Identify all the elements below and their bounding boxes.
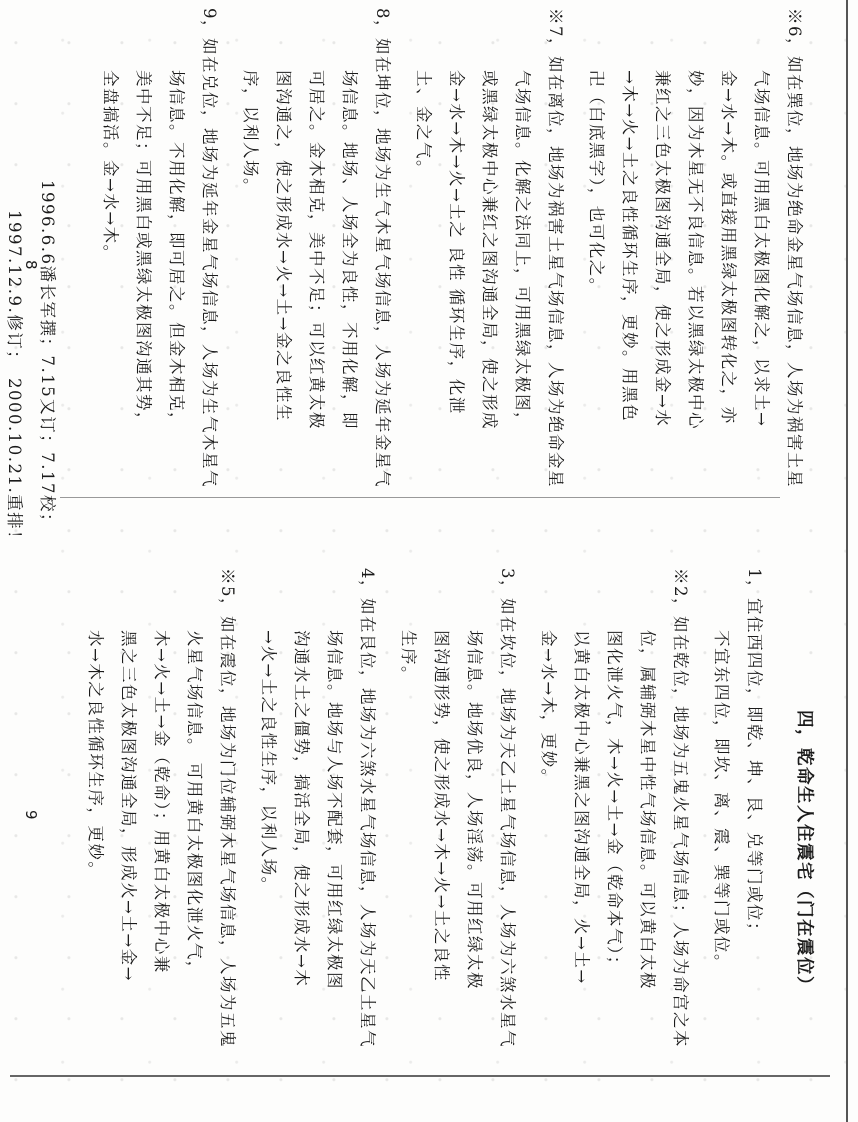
page-number: 9 [22, 810, 40, 820]
p8-line: 金→水→木。或直接用黑绿太极图转化之，亦 [719, 70, 738, 425]
p9-line: ※5，如在震位，地场为门位辅弼木星气场信息，人场为五鬼 [218, 568, 237, 1048]
p8-line: 美中不足；可用黑白或黑绿太极图沟通其势， [134, 70, 153, 430]
p8-line: 土、金之气。 [414, 70, 433, 178]
p8-line: 图沟通之，使之形成水→火→土→金之良性生 [274, 70, 293, 422]
p8-line: 兼红之三色太极图沟通全局，使之形成金→水 [653, 70, 672, 428]
p8-line: 可居之。金木相克，美中不足；可以红黄太极 [307, 70, 326, 430]
p8-line: 序，以利人场。 [241, 70, 260, 196]
p9-line: 3，如在坎位，地场为天乙土星气场信息，人场为六煞水星气 [498, 568, 517, 1048]
p8-line: 1996.6.6潘长军撰；7.15又订；7.17校； [38, 180, 57, 531]
p9-line: 沟通水土之僵势，搞活全局，使之形成水→木 [292, 630, 311, 988]
p8-line: 1997.12.9.修订； 2000.10.21.重排！ [5, 210, 24, 549]
p9-line: 以黄白太极中心兼黑之图沟通全局，火→土→ [572, 630, 591, 985]
p9-line: 黑之三色太极图沟通全局，形成火→土→金→ [119, 630, 138, 982]
p8-line: 全盘搞活。金→水→木。 [101, 70, 120, 263]
p9-line: 场信息。地场优良，人场淫荡。可用红绿太极 [465, 630, 484, 990]
p8-line: 场信息。地场、人场全为良性，不用化解，即 [340, 70, 359, 430]
p9-line: 生序。 [399, 630, 418, 684]
p9-line: →火→土之良性生序，以利人场。 [259, 630, 278, 895]
p9-line: ※2，如在乾位，地场为五鬼火星气场信息；人场为命宫之本 [671, 568, 690, 1048]
p9-line: 火星气场信息。 可用黄白太极图化泄火气， [185, 630, 204, 979]
p9-line: 木→火→土→金（乾命）；用黄白太极中心兼 [152, 630, 171, 974]
p8-line: 8，如在坤位，地场为生气木星气场信息，人场为延年金星气 [373, 8, 392, 488]
page-8 [0, 0, 858, 549]
p8-line: 或黑绿太极中心兼红之图沟通全局，使之形成 [480, 70, 499, 430]
page-number: 8 [22, 260, 40, 270]
p9-line: 1，宜住西四位，即乾、坤、艮、兑等门或位； [745, 568, 764, 940]
p8-line: 9，如在兑位，地场为延年金星气场信息，人场为生气木星气 [200, 8, 219, 488]
p8-line: ※7，如在离位，地场为祸害土星气场信息，人场为绝命金星 [546, 8, 565, 488]
p8-line: 场信息。不用化解，即可居之。但金木相克， [167, 70, 186, 430]
p9-line: 图沟通形势，使之形成水→木→火→土之良性 [432, 630, 451, 982]
p8-line: 金→水→木→火→土之 良性 循环生序，化泄 [447, 70, 466, 415]
p9-line: 不宜东四位，即坎、离、震、巽等门或位。 [712, 630, 731, 972]
p9-line: 场信息。地场与人场不配套，可用红绿太极图 [325, 630, 344, 990]
p9-line: 图化泄火气，木→火→土→金（乾命本气）； [605, 630, 624, 974]
p8-line: 气场信息。可用黑白太极图化解之，以求土→ [752, 70, 771, 428]
p9-line: 4，如在艮位，地场为六煞水星气场信息，人场为天乙土星气 [358, 568, 377, 1048]
page-heading: 四，乾命生人住震宅（门在震位） [794, 710, 814, 995]
p8-line: 气场信息。化解之法同上，可用黑绿太极图， [513, 70, 532, 430]
p8-line: 妙，因为木星无不良信息。若以黑绿太极中心 [686, 70, 705, 430]
p9-line: 水→木之良性循环生序，更妙。 [86, 630, 105, 880]
p8-line: 卍（白底黑字），也可化之。 [587, 70, 606, 296]
p8-line: →木→火→土之良性循环生序，更妙。用黑色 [620, 70, 639, 422]
p9-line: 金→水→木，更妙。 [539, 630, 558, 787]
p8-line: ※6，如在巽位，地场为绝命金星气场信息，人场为祸害土星 [785, 8, 804, 488]
p9-line: 位，属辅弼木星中性气场信息。可以黄白太极 [638, 630, 657, 990]
page-9 [0, 560, 858, 1122]
